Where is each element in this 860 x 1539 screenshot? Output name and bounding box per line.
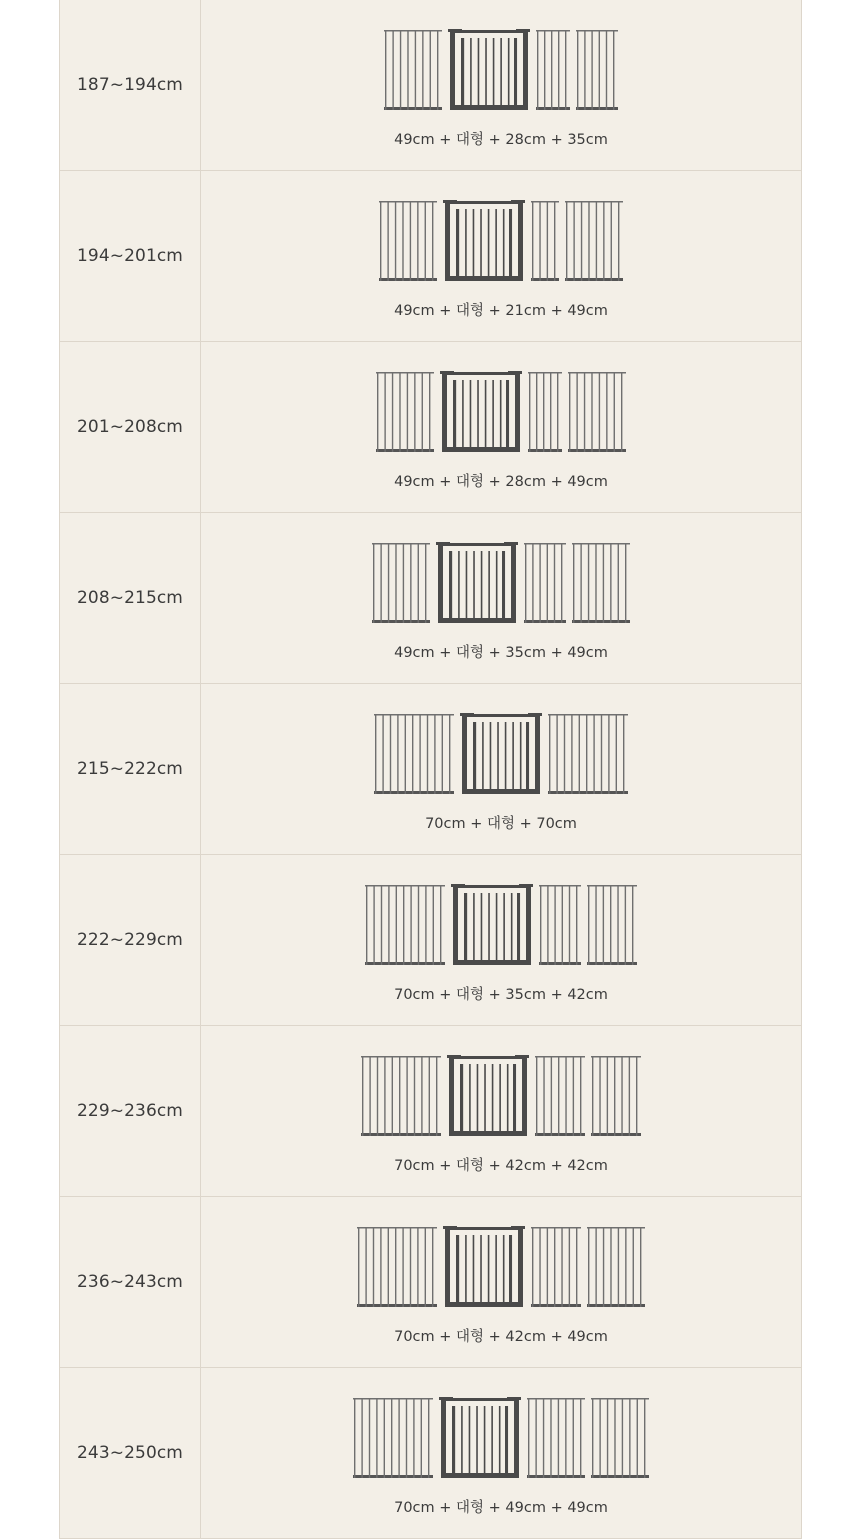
combination-label: 70cm + 대형 + 70cm xyxy=(425,816,577,832)
main-gate-icon xyxy=(443,200,525,281)
gate-diagram-icon xyxy=(201,1052,801,1142)
extension-panel-icon xyxy=(591,1056,641,1136)
combination-label: 49cm + 대형 + 21cm + 49cm xyxy=(394,303,608,319)
main-gate-icon xyxy=(448,29,530,110)
gate-configuration-cell xyxy=(201,0,801,170)
size-range-label: 187~194cm xyxy=(60,0,201,170)
extension-panel-icon xyxy=(536,30,570,110)
size-range-label: 194~201cm xyxy=(60,171,201,341)
extension-panel-icon xyxy=(576,30,618,110)
extension-panel-icon xyxy=(548,714,628,794)
gate-diagram-icon xyxy=(201,368,801,458)
extension-panel-icon xyxy=(379,201,437,281)
size-range-label: 208~215cm xyxy=(60,513,201,683)
extension-panel-icon xyxy=(361,1056,441,1136)
gate-diagram-icon xyxy=(201,26,801,116)
main-gate-icon xyxy=(451,884,533,965)
gate-configuration-cell xyxy=(201,1197,801,1367)
extension-panel-icon xyxy=(376,372,434,452)
size-range-label: 201~208cm xyxy=(60,342,201,512)
combination-label: 49cm + 대형 + 28cm + 35cm xyxy=(394,132,608,148)
extension-panel-icon xyxy=(531,1227,581,1307)
extension-panel-icon xyxy=(535,1056,585,1136)
gate-diagram-icon xyxy=(201,1394,801,1484)
table-row xyxy=(60,1026,801,1197)
extension-panel-icon xyxy=(353,1398,433,1478)
combination-label: 70cm + 대형 + 49cm + 49cm xyxy=(394,1500,608,1516)
size-range-label: 222~229cm xyxy=(60,855,201,1025)
gate-configuration-cell xyxy=(201,1026,801,1196)
extension-panel-icon xyxy=(357,1227,437,1307)
extension-panel-icon xyxy=(365,885,445,965)
gate-diagram-icon xyxy=(201,197,801,287)
size-range-label: 215~222cm xyxy=(60,684,201,854)
combination-label: 49cm + 대형 + 35cm + 49cm xyxy=(394,645,608,661)
table-row xyxy=(60,1197,801,1368)
main-gate-icon xyxy=(447,1055,529,1136)
extension-panel-icon xyxy=(572,543,630,623)
gate-diagram-icon xyxy=(201,710,801,800)
table-row xyxy=(60,513,801,684)
extension-panel-icon xyxy=(587,885,637,965)
size-range-label: 243~250cm xyxy=(60,1368,201,1538)
size-range-label: 236~243cm xyxy=(60,1197,201,1367)
gate-diagram-icon xyxy=(201,539,801,629)
extension-panel-icon xyxy=(591,1398,649,1478)
extension-panel-icon xyxy=(384,30,442,110)
table-row xyxy=(60,342,801,513)
main-gate-icon xyxy=(460,713,542,794)
gate-configuration-cell xyxy=(201,1368,801,1538)
gate-configuration-cell xyxy=(201,684,801,854)
gate-diagram-icon xyxy=(201,1223,801,1313)
gate-configuration-cell xyxy=(201,171,801,341)
combination-label: 70cm + 대형 + 42cm + 42cm xyxy=(394,1158,608,1174)
table-row xyxy=(60,684,801,855)
table-row xyxy=(60,855,801,1026)
extension-panel-icon xyxy=(568,372,626,452)
extension-panel-icon xyxy=(565,201,623,281)
extension-panel-icon xyxy=(539,885,581,965)
combination-label: 49cm + 대형 + 28cm + 49cm xyxy=(394,474,608,490)
size-range-label: 229~236cm xyxy=(60,1026,201,1196)
extension-panel-icon xyxy=(528,372,562,452)
main-gate-icon xyxy=(439,1397,521,1478)
gate-configuration-cell xyxy=(201,855,801,1025)
table-row xyxy=(60,1368,801,1539)
table-row xyxy=(60,171,801,342)
extension-panel-icon xyxy=(372,543,430,623)
main-gate-icon xyxy=(443,1226,525,1307)
extension-panel-icon xyxy=(527,1398,585,1478)
table-row xyxy=(60,0,801,171)
extension-panel-icon xyxy=(531,201,559,281)
combination-label: 70cm + 대형 + 35cm + 42cm xyxy=(394,987,608,1003)
extension-panel-icon xyxy=(524,543,566,623)
gate-configuration-cell xyxy=(201,342,801,512)
combination-label: 70cm + 대형 + 42cm + 49cm xyxy=(394,1329,608,1345)
gate-configuration-cell xyxy=(201,513,801,683)
gate-diagram-icon xyxy=(201,881,801,971)
extension-panel-icon xyxy=(374,714,454,794)
extension-panel-icon xyxy=(587,1227,645,1307)
gate-size-table xyxy=(59,0,802,1539)
main-gate-icon xyxy=(440,371,522,452)
main-gate-icon xyxy=(436,542,518,623)
